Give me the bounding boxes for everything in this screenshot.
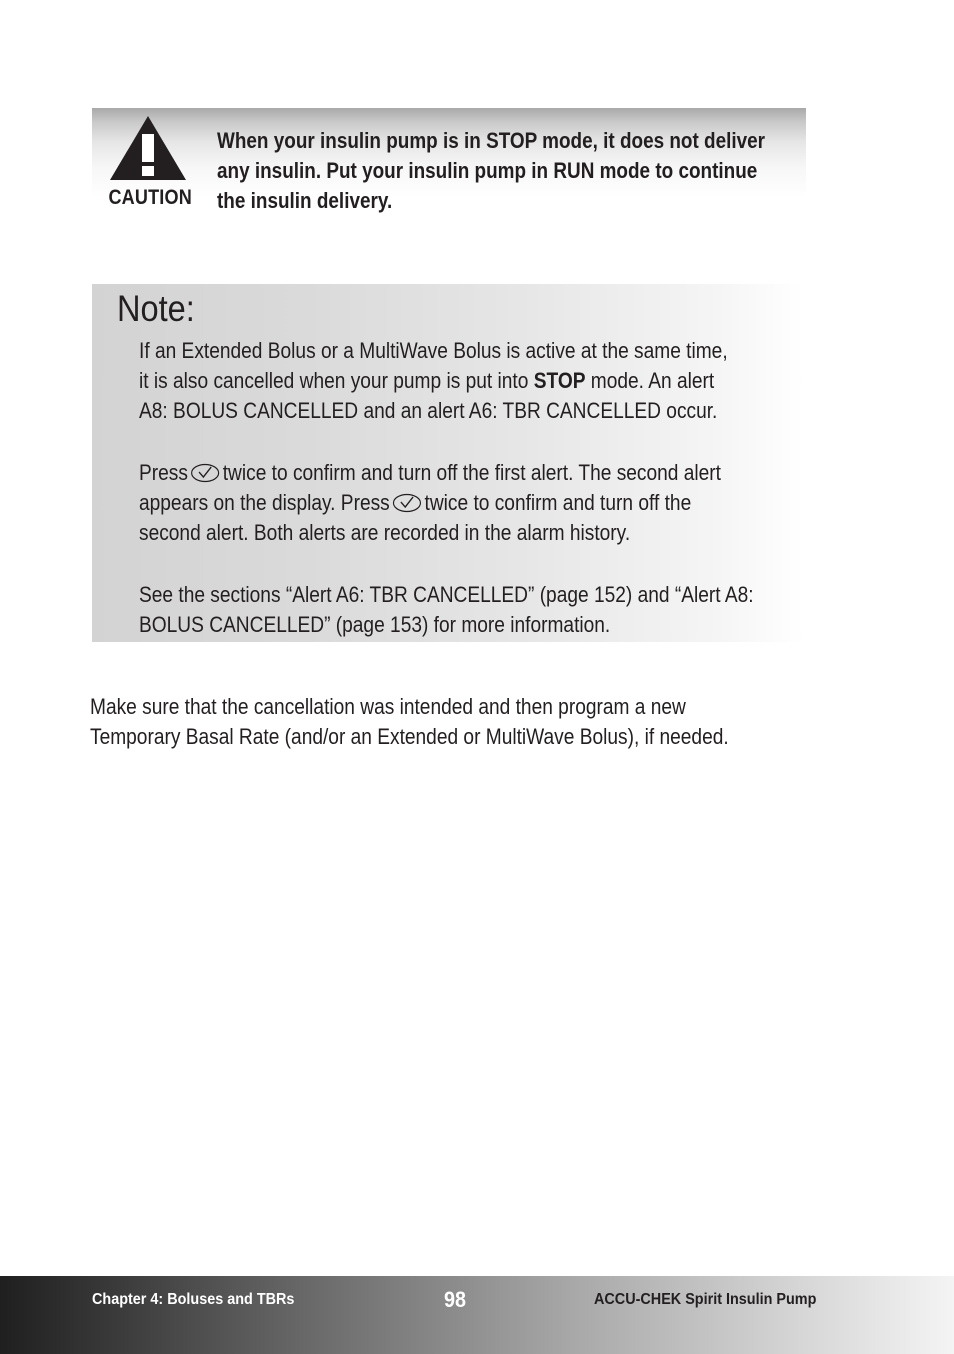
caution-line: When your insulin pump is in STOP mode, it does not deliver: [217, 128, 766, 153]
note-line: See the sections “Alert A6: TBR CANCELLED” (page 152) and “Alert A8:: [139, 582, 754, 607]
note-line: second alert. Both alerts are recorded in the alarm history.: [139, 520, 631, 545]
note-box: [92, 284, 804, 642]
note-line: BOLUS CANCELLED” (page 153) for more information.: [139, 612, 611, 637]
note-line: [139, 488, 748, 518]
body-paragraph: [90, 692, 803, 752]
note-line: A8: BOLUS CANCELLED and an alert A6: TBR CANCELLED occur.: [139, 398, 718, 423]
caution-line: any insulin. Put your insulin pump in RUN mode to continue: [217, 158, 758, 183]
caution-text: [217, 126, 766, 216]
caution-line: the insulin delivery.: [217, 188, 393, 213]
note-paragraph-stop-mode: [139, 336, 748, 426]
note-text: twice to confirm and turn off the first alert. The second alert: [222, 460, 721, 485]
page-footer: [0, 1276, 954, 1354]
page-number: 98: [444, 1287, 467, 1312]
note-text: it is also cancelled when your pump is put into: [139, 368, 534, 393]
note-paragraph-confirm: [139, 458, 748, 548]
note-text: mode. An alert: [585, 368, 715, 393]
footer-product: ACCU-CHEK Spirit Insulin Pump: [594, 1291, 817, 1308]
note-line: If an Extended Bolus or a MultiWave Bolus is active at the same time,: [139, 338, 728, 363]
caution-label: CAUTION: [108, 186, 192, 209]
note-body: [139, 336, 754, 672]
footer-chapter: Chapter 4: Boluses and TBRs: [92, 1291, 295, 1308]
body-line: Make sure that the cancellation was intended and then program a new: [90, 694, 686, 719]
note-text: Press: [139, 460, 188, 485]
note-paragraph-references: [139, 580, 754, 640]
note-line: [139, 458, 748, 488]
check-button-icon: [191, 463, 221, 483]
note-title: Note:: [117, 288, 195, 329]
note-text: twice to confirm and turn off the: [424, 490, 692, 515]
note-line: [139, 366, 748, 396]
note-text: appears on the display. Press: [139, 490, 390, 515]
caution-badge: [102, 114, 194, 210]
check-button-icon: [392, 493, 422, 513]
warning-triangle-icon: [108, 114, 188, 182]
caution-box: [92, 108, 806, 226]
stop-keyword: STOP: [533, 368, 586, 393]
body-line: Temporary Basal Rate (and/or an Extended or MultiWave Bolus), if needed.: [90, 724, 729, 749]
